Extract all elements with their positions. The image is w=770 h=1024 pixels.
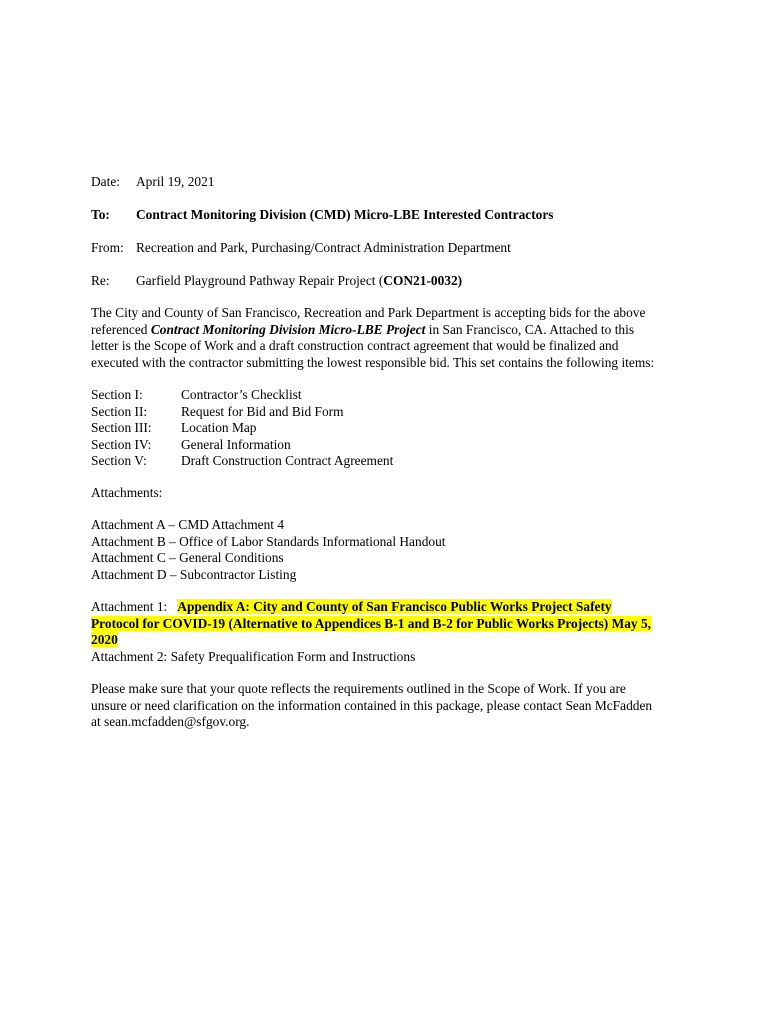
attachment-1 (91, 599, 691, 665)
attachment-item: Attachment C – General Conditions (91, 550, 284, 565)
section-item (91, 437, 691, 454)
attachment-1-line (91, 616, 691, 633)
attachment-item: Attachment A – CMD Attachment 4 (91, 517, 285, 532)
attachment-2: Attachment 2: Safety Prequalification Form and Instructions (91, 648, 416, 664)
from-row (0, 240, 770, 257)
section-number: Section I: (91, 387, 143, 402)
section-number: Section III: (91, 420, 152, 435)
attachment-1-highlight: Appendix A: City and County of San Francisco Public Works Project Safety (177, 599, 612, 614)
section-number: Section V: (91, 453, 147, 468)
attachment-item: Attachment B – Office of Labor Standards Informational Handout (91, 533, 446, 549)
to-value: Contract Monitoring Division (CMD) Micro-LBE Interested Contractors (136, 207, 554, 222)
intro-text: in San Francisco, CA. Attached to this (425, 321, 635, 337)
intro-line: letter is the Scope of Work and a draft construction contract agreement that would be finalized and (91, 338, 619, 354)
section-item (91, 387, 691, 404)
date-row (0, 174, 770, 191)
attachment-item: Attachment D – Subcontractor Listing (91, 566, 297, 582)
closing-line: unsure or need clarification on the information contained in this package, please contact Sean McFadden (91, 697, 653, 713)
attachments-list (91, 517, 691, 583)
to-row (0, 207, 770, 224)
project-type-emphasis: Contract Monitoring Division Micro-LBE Project (150, 321, 426, 337)
section-number: Section II: (91, 403, 148, 419)
attachment-1-highlight: 2020 (91, 632, 118, 648)
date-value: April 19, 2021 (136, 174, 215, 189)
attachment-1-highlight: Protocol for COVID-19 (Alternative to Appendices B-1 and B-2 for Public Works Projects) May 5, (91, 615, 651, 631)
section-title: Contractor’s Checklist (181, 387, 302, 402)
attachment-1-line (91, 632, 691, 649)
re-row (0, 273, 770, 290)
re-contract-number: CON21-0032) (383, 273, 463, 288)
attachment-1-label: Attachment 1: (91, 599, 178, 614)
section-item (91, 420, 691, 437)
closing-line: Please make sure that your quote reflects the requirements outlined in the Scope of Work. If you are (91, 681, 626, 696)
section-title: Request for Bid and Bid Form (181, 403, 344, 419)
section-title: General Information (181, 436, 291, 452)
date-label: Date: (91, 174, 120, 189)
intro-text: referenced (91, 321, 151, 337)
intro-line: executed with the contractor submitting the lowest responsible bid. This set contains the following items: (91, 354, 655, 370)
intro-line (91, 322, 691, 339)
from-label: From: (91, 240, 124, 255)
to-label: To: (91, 207, 110, 222)
re-project-name: Garfield Playground Pathway Repair Project ( (136, 273, 384, 288)
section-number: Section IV: (91, 436, 152, 452)
intro-paragraph (91, 305, 691, 371)
from-value: Recreation and Park, Purchasing/Contract Administration Department (136, 240, 511, 255)
closing-email-line[interactable]: at sean.mcfadden@sfgov.org. (91, 714, 250, 730)
section-title: Draft Construction Contract Agreement (181, 453, 394, 468)
sections-list (91, 387, 691, 470)
attachment-1-line (91, 599, 691, 616)
re-label: Re: (91, 273, 110, 288)
section-item (91, 453, 691, 470)
intro-line: The City and County of San Francisco, Recreation and Park Department is accepting bids for the above (91, 305, 646, 320)
closing-paragraph (91, 681, 691, 731)
section-item (91, 404, 691, 421)
attachments-heading: Attachments: (91, 485, 163, 500)
re-value (136, 273, 462, 290)
section-title: Location Map (181, 420, 257, 435)
